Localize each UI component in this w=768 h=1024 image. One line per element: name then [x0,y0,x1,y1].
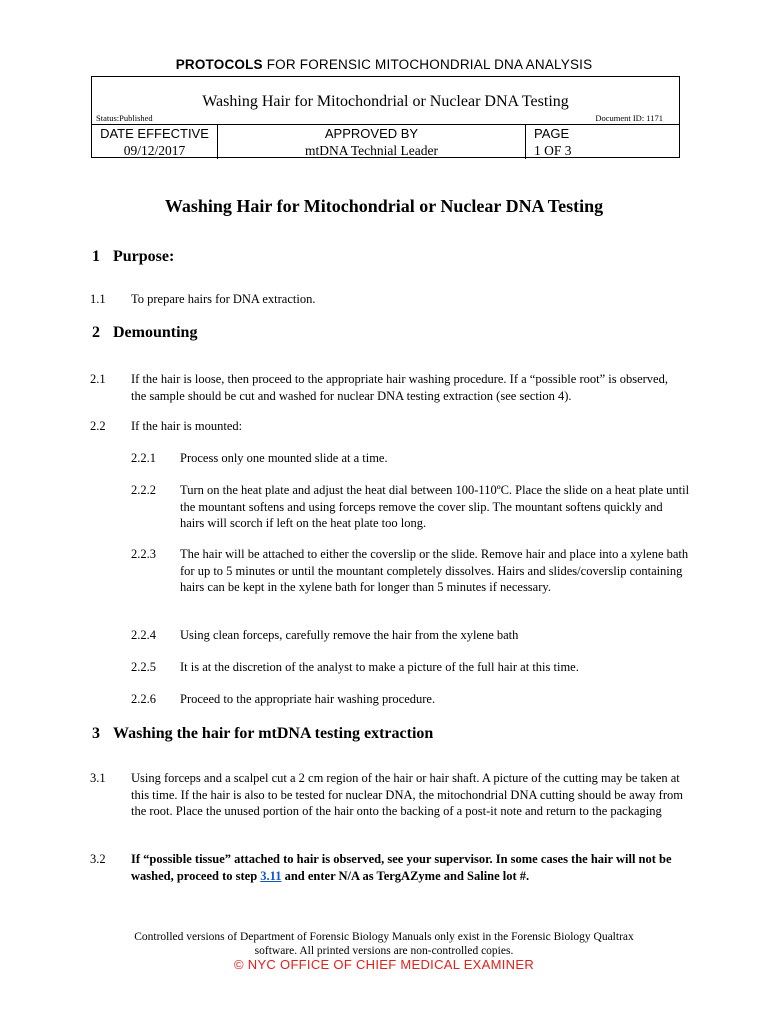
section-title: Purpose: [113,248,175,265]
item-number: 3.1 [90,771,106,785]
item-number: 2.2.2 [131,483,156,497]
date-effective-cell [92,125,218,159]
section-heading-washing [92,725,433,743]
item-number: 2.2.1 [131,451,156,465]
step-link[interactable]: 3.11 [260,868,282,883]
section-number: 2 [92,324,100,341]
footer [0,930,768,972]
item-number: 2.2.4 [131,628,156,642]
page-cell [526,125,679,159]
footer-office: © NYC OFFICE OF CHIEF MEDICAL EXAMINER [233,957,535,972]
section-number: 3 [92,725,100,742]
section-heading-purpose [92,248,174,266]
page-value: 1 OF 3 [534,143,572,158]
header-banner-rest: FOR FORENSIC MITOCHONDRIAL DNA ANALYSIS [262,57,593,72]
item-text: Using forceps and a scalpel cut a 2 cm region of the hair or hair shaft. A picture of the cutting may be taken at this time. If the hair is also to be tested for nuclear DNA, the mitochondrial DNA cutting should be away from the root. Place the unused portion of the hair onto the backing of a post-it note and return to the packaging [131,771,683,818]
document-id: Document ID: 1171 [595,113,663,123]
item-text-part-b: and enter N/A as TergAZyme and Saline lot #. [281,868,530,883]
status-label: Status:Published [96,113,153,123]
item-number: 2.2 [90,419,106,433]
item-text: Turn on the heat plate and adjust the heat dial between 100-110ºC. Place the slide on a heat plate until the mountant softens and using forceps remove the cover slip. The mountant softens quickly and hairs will scorch if left on the heat plate too long. [180,483,690,530]
item-number: 1.1 [90,292,106,306]
header-banner-bold: PROTOCOLS [175,57,263,72]
item-text: Proceed to the appropriate hair washing procedure. [180,692,436,706]
item-text: It is at the discretion of the analyst to make a picture of the full hair at this time. [180,660,579,674]
approved-by-cell [218,125,526,159]
page-label: PAGE [534,126,570,141]
item-text: Process only one mounted slide at a time. [180,451,388,465]
approved-by-label: APPROVED BY [324,126,419,141]
item-number: 3.2 [90,852,106,866]
date-effective-label: DATE EFFECTIVE [100,126,209,141]
approved-by-value: mtDNA Technial Leader [304,143,438,158]
section-title: Demounting [113,324,198,341]
item-number: 2.2.3 [131,547,156,561]
header-title: Washing Hair for Mitochondrial or Nuclear DNA Testing [202,93,569,110]
item-number: 2.1 [90,372,106,386]
item-text: If the hair is loose, then proceed to the appropriate hair washing procedure. If a “possible root” is observed, the sample should be cut and washed for nuclear DNA testing extraction (see section 4). [131,372,668,403]
document-title: Washing Hair for Mitochondrial or Nuclear DNA Testing [164,196,604,216]
item-text: The hair will be attached to either the coverslip or the slide. Remove hair and place into a xylene bath for up to 5 minutes or until the mountant completely dissolves. Hairs and slides/coverslip containing hairs can be kept in the xylene bath for longer than 5 minutes if necessary. [180,547,689,594]
item-text-part-a: If “possible tissue” attached to hair is observed, see your supervisor. In some cases the hair will not be washed, proceed to step [131,852,672,883]
section-heading-demounting [92,324,197,342]
header-banner [0,57,768,72]
footer-line-1: Controlled versions of Department of Forensic Biology Manuals only exist in the Forensic Biology Qualtrax [134,931,634,943]
date-effective-value: 09/12/2017 [123,143,186,158]
section-number: 1 [92,248,100,265]
footer-line-2: software. All printed versions are non-controlled copies. [254,945,514,957]
item-text: If the hair is mounted: [131,419,243,433]
header-table [91,76,680,158]
item-number: 2.2.5 [131,660,156,674]
item-number: 2.2.6 [131,692,156,706]
section-title: Washing the hair for mtDNA testing extraction [113,725,434,742]
item-text: To prepare hairs for DNA extraction. [131,292,316,306]
item-text: Using clean forceps, carefully remove the hair from the xylene bath [180,628,519,642]
item-text [131,851,686,884]
header-info-row [92,124,679,159]
